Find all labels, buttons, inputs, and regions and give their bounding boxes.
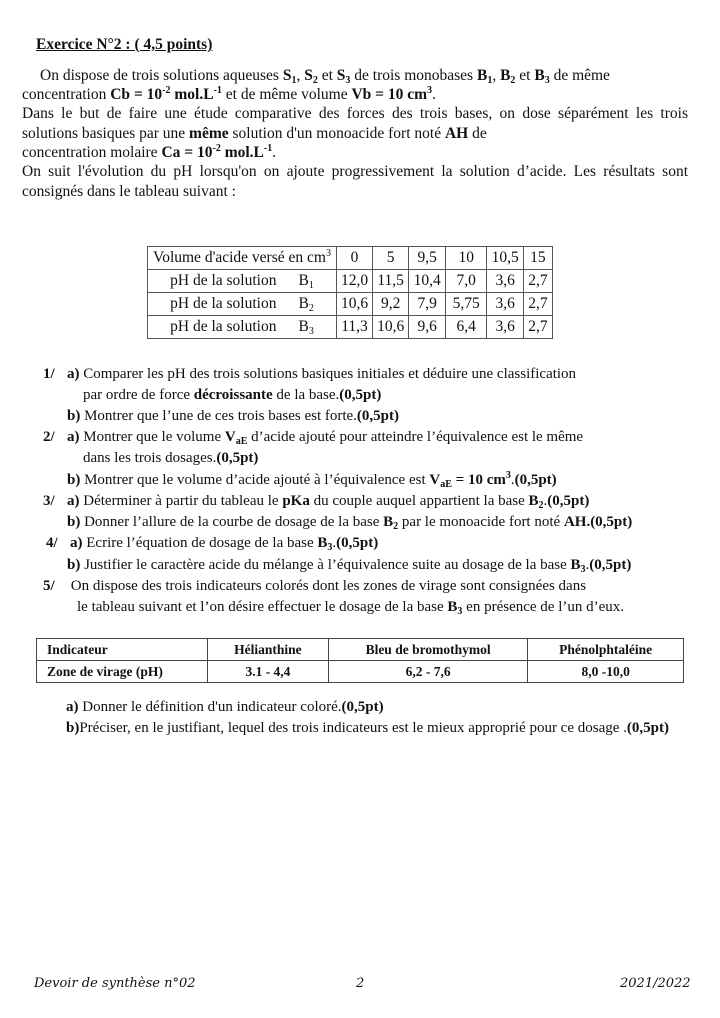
volume-cell: 10,5 <box>487 247 524 270</box>
indicator-header-cell: Indicateur <box>37 639 208 661</box>
volume-cell: 5 <box>373 247 409 270</box>
indicator-cell: Zone de virage (pH) <box>37 661 208 683</box>
indicator-cell: 6,2 - 7,6 <box>328 661 527 683</box>
indicator-header-cell: Bleu de bromothymol <box>328 639 527 661</box>
question-5: 5/ On dispose des trois indicateurs colorés dont les zones de virage sont consignées dans <box>43 578 587 594</box>
question-2a-cont: dans les trois dosages.(0,5pt) <box>83 450 259 466</box>
ph-cell: 12,0 <box>336 270 372 293</box>
intro-line-1: On dispose de trois solutions aqueuses $S_1$, $S_2$ et $S_3$ de trois monobases $B_1$, $B_2$ et $B_3$ de même <box>40 67 610 86</box>
ph-cell: 5,75 <box>446 293 487 316</box>
intro-paragraph-4: On suit l'évolution du pH lorsqu'on on ajoute progressivement la solution d’acide. Les résultats sont consignés dans le tableau suivant : <box>22 163 688 200</box>
exercise-title: Exercice N°2 : ( 4,5 points) <box>36 36 213 53</box>
volume-cell: 0 <box>336 247 372 270</box>
ph-cell: 7,0 <box>446 270 487 293</box>
ph-cell: 2,7 <box>524 293 552 316</box>
ph-cell: 11,3 <box>336 316 372 339</box>
titration-table <box>147 246 553 339</box>
indicator-header-cell: Hélianthine <box>208 639 329 661</box>
question-1a: 1/ a) Comparer les pH des trois solutions basiques initiales et déduire une classification <box>43 366 577 382</box>
question-2a: 2/ a) Montrer que le volume $V_{aE}$ d’acide ajouté pour atteindre l’équivalence est le même <box>43 429 584 447</box>
ph-cell: 9,6 <box>409 316 446 339</box>
intro-line-2: concentration $Cb = 10^{-2}$ $mol.L^{-1}$ et de même volume Vb = 10 $cm^3$. <box>22 85 436 103</box>
question-5a: a) Donner le définition d'un indicateur coloré.(0,5pt) <box>66 699 384 715</box>
volume-cell: 10 <box>446 247 487 270</box>
question-2b: b) Montrer que le volume d’acide ajouté à l’équivalence est $V_{aE} = 10$ $cm^3.(0,5pt)$ <box>67 470 557 490</box>
volume-cell: 9,5 <box>409 247 446 270</box>
ph-cell: 3,6 <box>487 293 524 316</box>
indicator-row <box>37 661 684 683</box>
question-5-cont: le tableau suivant et l’on désire effectuer le dosage de la base $B_3$ en présence de l’un d’eux. <box>77 599 625 617</box>
ph-cell: 6,4 <box>446 316 487 339</box>
table-row <box>148 293 553 316</box>
ph-cell: 11,5 <box>373 270 409 293</box>
volume-cell: 15 <box>524 247 552 270</box>
row-label: pH de la solution $B_3$ <box>148 316 337 339</box>
question-5b: b)Préciser, en le justifiant, lequel des trois indicateurs est le mieux approprié pour ce dosage .(0,5pt) <box>66 720 669 736</box>
indicator-header-row <box>37 639 684 661</box>
ph-cell: 10,4 <box>409 270 446 293</box>
header-label: Volume d'acide versé en $cm^3$ <box>148 247 337 270</box>
footer-title: Devoir de synthèse n°02 <box>34 976 196 991</box>
row-label: pH de la solution $B_1$ <box>148 270 337 293</box>
indicator-header-cell: Phénolphtaléine <box>528 639 684 661</box>
row-label: pH de la solution $B_2$ <box>148 293 337 316</box>
indicator-table <box>36 638 684 683</box>
question-3b: b) Donner l’allure de la courbe de dosage de la base $B_2$ par le monoacide fort noté AH.(0,5pt) <box>67 514 633 532</box>
ph-cell: 2,7 <box>524 316 552 339</box>
question-3a: 3/ a) Déterminer à partir du tableau le pKa du couple auquel appartient la base $B_2.(0,5pt)$ <box>43 493 590 511</box>
ph-cell: 9,2 <box>373 293 409 316</box>
table-row <box>148 270 553 293</box>
indicator-cell: 8,0 -10,0 <box>528 661 684 683</box>
question-1a-cont: par ordre de force décroissante de la base.(0,5pt) <box>83 387 382 403</box>
intro-text: On dispose de trois solutions aqueuses <box>40 67 283 84</box>
intro-paragraph-2: Dans le but de faire une étude comparative des forces des trois bases, on dose séparément les trois solutions basiques par une même solution d'un monoacide fort noté AH de <box>22 105 688 142</box>
ph-cell: 7,9 <box>409 293 446 316</box>
question-1b: b) Montrer que l’une de ces trois bases est forte.(0,5pt) <box>67 408 399 424</box>
question-4b: b) Justifier le caractère acide du mélange à l’équivalence suite au dosage de la base $B_3.(0,5pt)$ <box>67 557 632 575</box>
ph-cell: 10,6 <box>336 293 372 316</box>
indicator-cell: 3.1 - 4,4 <box>208 661 329 683</box>
ph-cell: 3,6 <box>487 270 524 293</box>
footer-year: 2021/2022 <box>620 976 691 991</box>
intro-line-ca: concentration molaire $Ca = 10^{-2}$ $mol.L^{-1}$. <box>22 143 277 161</box>
ph-cell: 10,6 <box>373 316 409 339</box>
table-row <box>148 316 553 339</box>
ph-cell: 3,6 <box>487 316 524 339</box>
table-header-row <box>148 247 553 270</box>
footer-page-number: 2 <box>356 976 365 991</box>
ph-cell: 2,7 <box>524 270 552 293</box>
question-4a: 4/ a) Ecrire l’équation de dosage de la base $B_3.(0,5pt)$ <box>46 535 379 553</box>
